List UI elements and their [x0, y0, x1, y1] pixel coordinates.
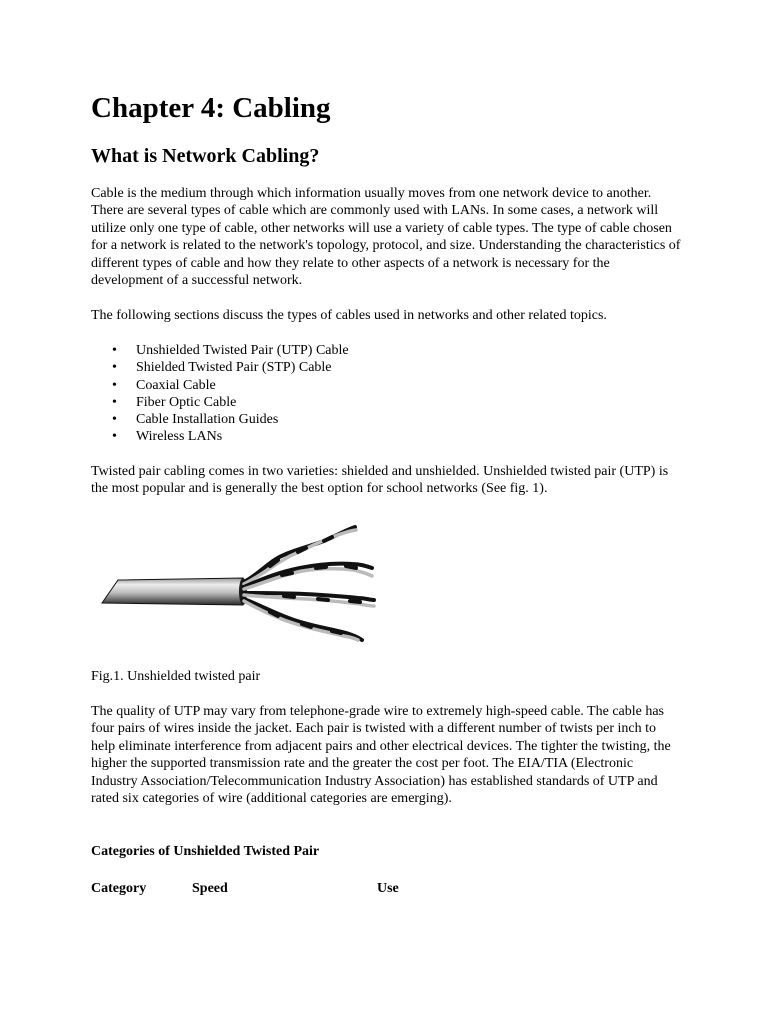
list-item-label: Unshielded Twisted Pair (UTP) Cable — [136, 343, 349, 358]
list-item-label: Cable Installation Guides — [136, 412, 279, 428]
utp-quality-paragraph: The quality of UTP may vary from telephone-grade wire to extremely high-speed cable. The cable has four pairs of wires inside the jacket. Each pair is twisted with a different number of twists per inch to help eliminate interference from adjacent pairs and other electrical devices. The tighter the twisting, the higher the supported transmission rate and the greater the cost per foot. The EIA/TIA (Electronic Industry Association/Telecommunication Industry Association) has established standards of UTP and rated six categories of wire (additional categories are emerging). — [91, 704, 671, 807]
bullet-icon: • — [112, 394, 117, 410]
table-header-category: Category — [91, 881, 147, 896]
list-item — [91, 377, 349, 394]
topics-list — [91, 342, 349, 446]
bullet-icon: • — [112, 360, 117, 376]
twisted-pair-paragraph: Twisted pair cabling comes in two varieties: shielded and unshielded. Unshielded twisted pair (UTP) is the most popular and is generally the best option for school networks (See fig. 1). — [91, 464, 669, 497]
list-item — [91, 359, 349, 376]
intro-paragraph: Cable is the medium through which information usually moves from one network device to another. There are several types of cable which are commonly used with LANs. In some cases, a network will utilize only one type of cable, other networks will use a variety of cable types. The type of cable chosen for a network is related to the network's topology, protocol, and size. Understanding the characteristics of different types of cable and how they relate to other aspects of a network is necessary for the development of a successful network. — [91, 186, 681, 289]
table-header-use: Use — [377, 881, 399, 896]
chapter-title: Chapter 4: Cabling — [91, 92, 331, 124]
list-item — [91, 428, 349, 445]
table-header-speed: Speed — [192, 881, 228, 896]
bullet-icon: • — [112, 343, 117, 358]
bullet-icon: • — [112, 429, 117, 445]
sections-intro-paragraph: The following sections discuss the types of cables used in networks and other related topics. — [91, 308, 607, 323]
list-item-label: Coaxial Cable — [136, 377, 216, 393]
list-item — [91, 342, 349, 359]
list-item-label: Fiber Optic Cable — [136, 394, 237, 410]
bullet-icon: • — [112, 377, 117, 393]
table-title: Categories of Unshielded Twisted Pair — [91, 844, 320, 859]
bullet-icon: • — [112, 412, 117, 428]
list-item — [91, 394, 349, 411]
twisted-pairs — [244, 527, 374, 640]
list-item-label: Wireless LANs — [136, 429, 223, 445]
section-heading: What is Network Cabling? — [91, 145, 320, 167]
list-item — [91, 411, 349, 428]
figure-caption: Fig.1. Unshielded twisted pair — [91, 669, 261, 684]
list-item-label: Shielded Twisted Pair (STP) Cable — [136, 360, 332, 376]
cable-jacket — [102, 578, 243, 605]
utp-cable-illustration — [100, 520, 380, 648]
